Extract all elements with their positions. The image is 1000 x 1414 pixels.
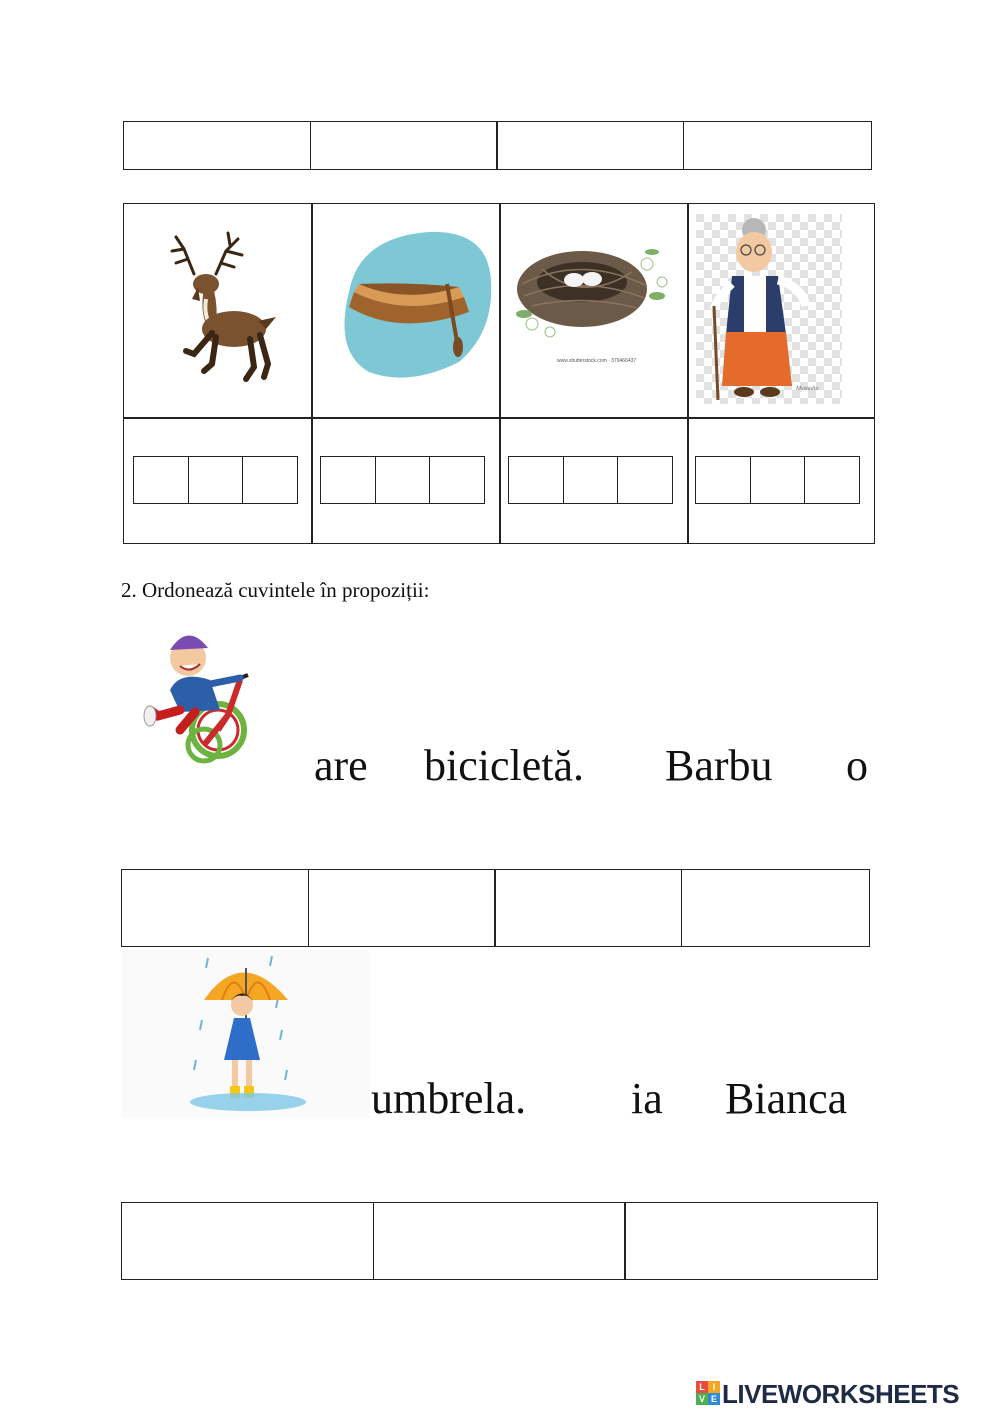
table-divider: [311, 204, 313, 543]
answer-cell[interactable]: [683, 121, 873, 170]
letter-box[interactable]: [508, 456, 564, 504]
answer-cell[interactable]: [681, 869, 871, 947]
letter-box[interactable]: [617, 456, 673, 504]
table-divider: [687, 204, 689, 543]
letter-box[interactable]: [188, 456, 244, 504]
sentence-1-answer-row: [121, 869, 873, 947]
letter-box[interactable]: [563, 456, 619, 504]
logo-letter: I: [708, 1381, 720, 1393]
logo-letter: L: [696, 1381, 708, 1393]
sentence-2-answer-row: [121, 1202, 878, 1280]
logo-letter: V: [696, 1393, 708, 1405]
letter-boxes-boat: [320, 456, 487, 504]
logo-text: LIVEWORKSHEETS: [722, 1379, 960, 1409]
boat-picture: [329, 222, 494, 382]
word-tile[interactable]: umbrela.: [371, 1074, 527, 1123]
liveworksheets-logo: [696, 1378, 996, 1410]
answer-cell[interactable]: [121, 1202, 374, 1280]
letter-boxes-grandmother: [695, 456, 862, 504]
word-tile[interactable]: Barbu: [665, 741, 773, 790]
letter-box[interactable]: [750, 456, 806, 504]
answer-cell[interactable]: [310, 121, 498, 170]
girl-umbrella-picture: [122, 950, 370, 1118]
letter-box[interactable]: [429, 456, 485, 504]
nest-caption: www.shutterstock.com · 379466437: [557, 358, 637, 364]
answer-cell[interactable]: [373, 1202, 626, 1280]
word-tile[interactable]: are: [314, 741, 368, 790]
word-tile[interactable]: ia: [631, 1074, 663, 1123]
letter-boxes-nest: [508, 456, 675, 504]
grandma-signature: Mystudio: [796, 386, 819, 392]
letter-box[interactable]: [242, 456, 298, 504]
top-answer-row: [123, 121, 875, 170]
exercise-2-instruction: 2. Ordonează cuvintele în propoziții:: [121, 578, 430, 602]
logo-mark: [696, 1381, 720, 1405]
boy-bicycle-picture: [140, 620, 280, 775]
grandmother-picture: [696, 214, 846, 406]
answer-cell[interactable]: [496, 121, 684, 170]
table-divider: [124, 417, 874, 419]
nest-picture: [512, 224, 677, 369]
letter-box[interactable]: [695, 456, 751, 504]
answer-cell[interactable]: [494, 869, 682, 947]
answer-cell[interactable]: [123, 121, 311, 170]
answer-cell[interactable]: [121, 869, 309, 947]
letter-box[interactable]: [133, 456, 189, 504]
logo-letter: E: [708, 1393, 720, 1405]
answer-cell[interactable]: [624, 1202, 878, 1280]
word-tile[interactable]: o: [846, 741, 868, 790]
letter-box[interactable]: [804, 456, 860, 504]
deer-picture: [154, 229, 284, 389]
word-tile[interactable]: Bianca: [725, 1074, 848, 1123]
word-tile[interactable]: bicicletă.: [424, 741, 585, 790]
letter-box[interactable]: [375, 456, 431, 504]
picture-table: [123, 203, 875, 544]
letter-box[interactable]: [320, 456, 376, 504]
answer-cell[interactable]: [308, 869, 496, 947]
table-divider: [499, 204, 501, 543]
letter-boxes-deer: [133, 456, 300, 504]
